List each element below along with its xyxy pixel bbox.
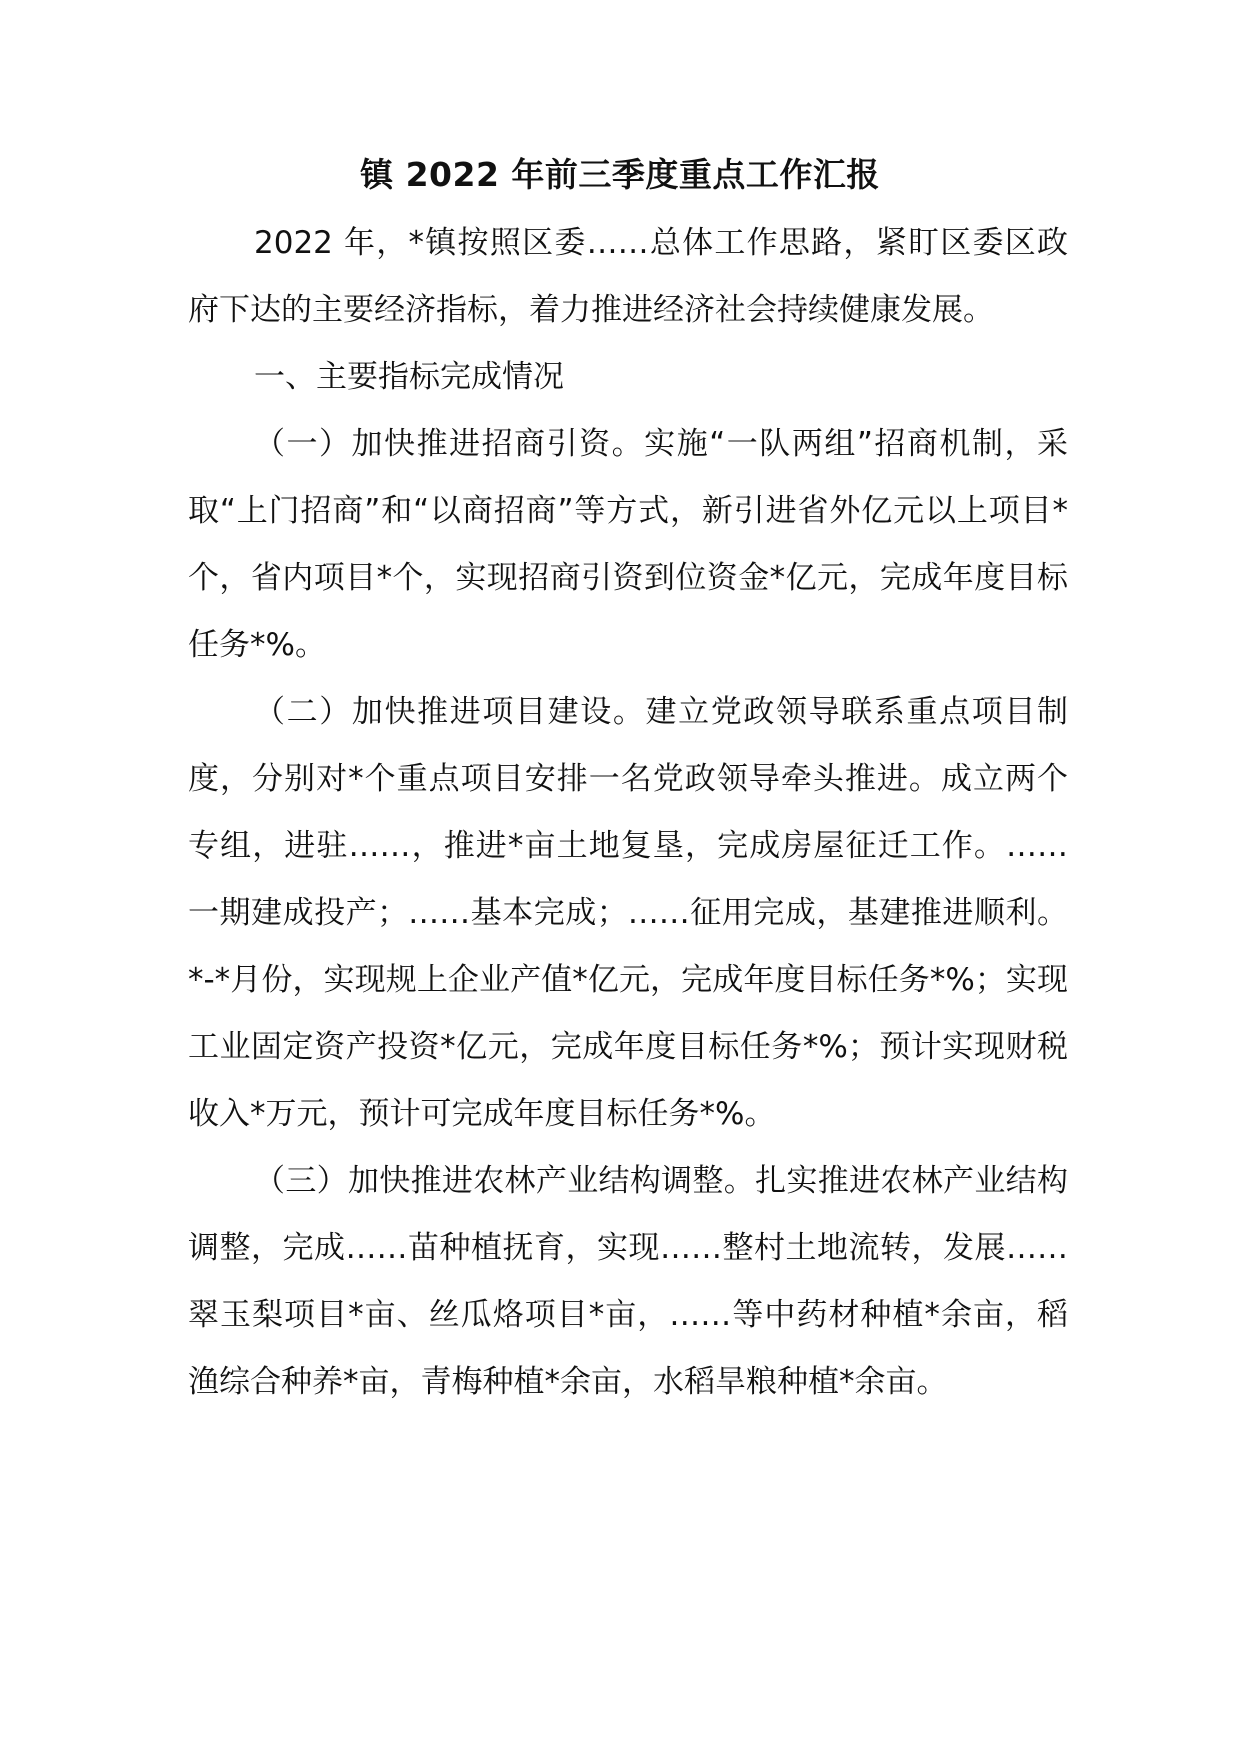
section-heading-main-indicators: 一、主要指标完成情况	[254, 359, 564, 395]
document-title: 镇 2022 年前三季度重点工作汇报	[360, 155, 880, 194]
paragraph-intro: 2022 年，*镇按照区委……总体工作思路，紧盯区委区政府下达的主要经济指标，着力推进经济社会持续健康发展。	[188, 225, 1068, 328]
paragraph-agriculture-forestry: （三）加快推进农林产业结构调整。扎实推进农林产业结构调整，完成……苗种植抚育，实现……整村土地流转，发展……翠玉梨项目*亩、丝瓜烙项目*亩，……等中药材种植*余亩，稻渔综合种养*亩，青梅种植*余亩，水稻旱粮种植*余亩。	[188, 1163, 1068, 1400]
document-body	[188, 210, 1068, 1416]
paragraph-project-construction: （二）加快推进项目建设。建立党政领导联系重点项目制度，分别对*个重点项目安排一名党政领导牵头推进。成立两个专组，进驻……，推进*亩土地复垦，完成房屋征迁工作。……一期建成投产；……基本完成；……征用完成，基建推进顺利。*-*月份，实现规上企业产值*亿元，完成年度目标任务*%；实现工业固定资产投资*亿元，完成年度目标任务*%；预计实现财税收入*万元，预计可完成年度目标任务*%。	[188, 694, 1068, 1132]
paragraph-investment: （一）加快推进招商引资。实施“一队两组”招商机制，采取“上门招商”和“以商招商”等方式，新引进省外亿元以上项目*个，省内项目*个，实现招商引资到位资金*亿元，完成年度目标任务*%。	[188, 426, 1068, 663]
